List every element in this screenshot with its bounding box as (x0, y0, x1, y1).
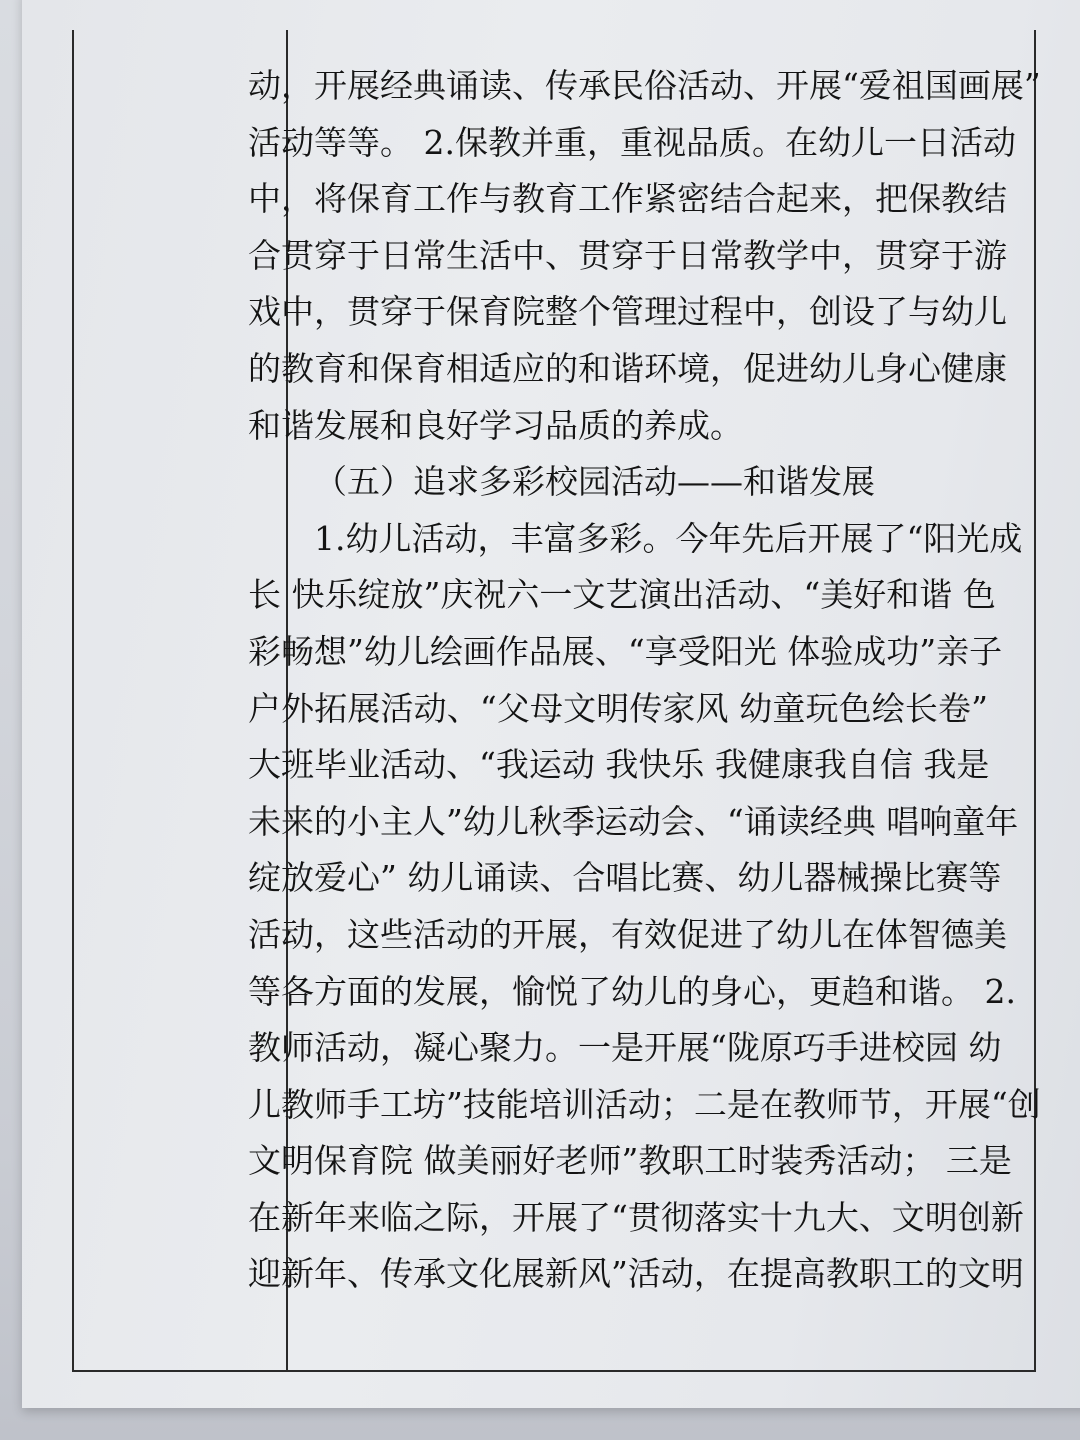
text-line: 迎新年、传承文化展新风”活动，在提高教职工的文明 (248, 1254, 1024, 1294)
text-line: 活动等等。 2.保教并重，重视品质。在幼儿一日活动 (248, 122, 1016, 162)
text-line: 长 快乐绽放”庆祝六一文艺演出活动、“美好和谐 色 (248, 575, 996, 615)
text-line: 动，开展经典诵读、传承民俗活动、开展“爱祖国画展” (248, 66, 1041, 105)
text-line: 和谐发展和良好学习品质的养成。 (248, 405, 743, 445)
text-line: 彩畅想”幼儿绘画作品展、“享受阳光 体验成功”亲子 (248, 631, 1003, 671)
text-line: 等各方面的发展，愉悦了幼儿的身心，更趋和谐。 2. (248, 971, 1016, 1011)
text-line: 在新年来临之际，开展了“贯彻落实十九大、文明创新 (248, 1197, 1024, 1237)
text-line: 活动，这些活动的开展，有效促进了幼儿在体智德美 (248, 914, 1007, 954)
section-heading: （五）追求多彩校园活动——和谐发展 (314, 462, 875, 502)
text-line: 未来的小主人”幼儿秋季运动会、“诵读经典 唱响童年 (248, 801, 1019, 841)
text-line: 儿教师手工坊”技能培训活动；二是在教师节，开展“创 (248, 1084, 1041, 1124)
text-line: 文明保育院 做美丽好老师”教职工时装秀活动； 三是 (248, 1141, 1012, 1181)
text-line: 绽放爱心” 幼儿诵读、合唱比赛、幼儿器械操比赛等 (248, 858, 1002, 898)
text-line: 中，将保育工作与教育工作紧密结合起来，把保教结 (248, 179, 1007, 219)
text-line: 的教育和保育相适应的和谐环境，促进幼儿身心健康 (248, 348, 1007, 388)
text-line: 大班毕业活动、“我运动 我快乐 我健康我自信 我是 (248, 745, 990, 785)
body-text-column (248, 58, 1041, 1303)
text-line: 户外拓展活动、“父母文明传家风 幼童玩色绘长卷” (248, 688, 988, 728)
text-line: 1.幼儿活动，丰富多彩。今年先后开展了“阳光成 (314, 518, 1023, 558)
text-line: 合贯穿于日常生活中、贯穿于日常教学中，贯穿于游 (248, 235, 1007, 275)
text-line: 教师活动，凝心聚力。一是开展“陇原巧手进校园 幼 (248, 1028, 1002, 1068)
text-line: 戏中，贯穿于保育院整个管理过程中，创设了与幼儿 (248, 292, 1007, 332)
